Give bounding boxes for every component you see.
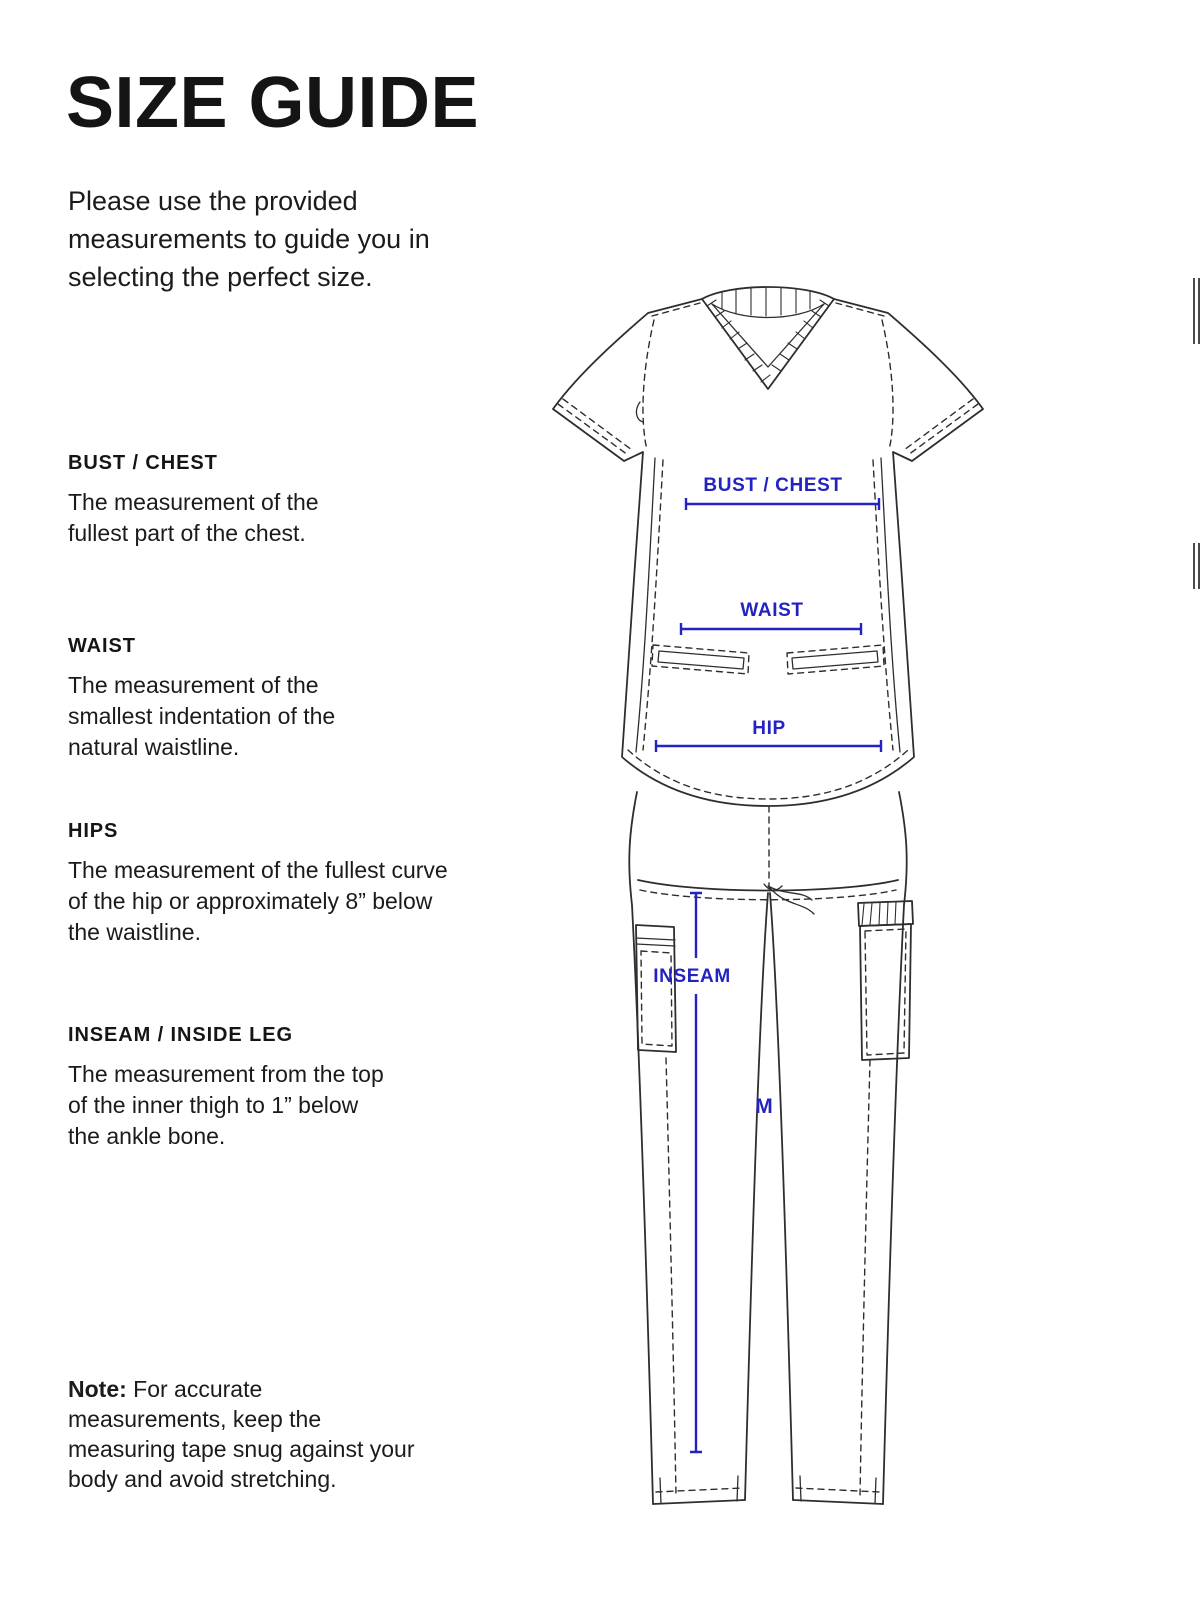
right-cargo-pocket xyxy=(858,901,913,1060)
note-label: Note: xyxy=(68,1376,127,1402)
section-waist xyxy=(68,635,383,763)
section-heading: INSEAM / INSIDE LEG xyxy=(68,1024,293,1046)
cropped-edge-artifact xyxy=(1193,278,1200,344)
note-body: For accurate measurements, keep the measuring tape snug against your body and avoid stretching. xyxy=(68,1376,415,1492)
pants-left-inseam xyxy=(745,893,768,1500)
section-bust-chest xyxy=(68,452,373,549)
section-body: The measurement of the smallest indentation of the natural waistline. xyxy=(68,672,336,760)
page-title: SIZE GUIDE xyxy=(66,63,480,143)
pants-right-inseam xyxy=(770,893,793,1500)
pants-right-outer-seam xyxy=(883,792,907,1504)
hip-label: HIP xyxy=(752,718,786,739)
section-body: The measurement from the top of the inner thigh to 1” below the ankle bone. xyxy=(68,1061,384,1149)
garment-diagram xyxy=(520,270,1080,1570)
section-body: The measurement of the fullest part of the chest. xyxy=(68,489,319,546)
intro-text: Please use the provided measurements to guide you in selecting the perfect size. xyxy=(68,186,430,292)
measurement-note xyxy=(68,1374,416,1494)
section-heading: WAIST xyxy=(68,635,136,657)
section-heading: BUST / CHEST xyxy=(68,452,218,474)
bust-label: BUST / CHEST xyxy=(703,475,843,496)
section-inseam xyxy=(68,1024,390,1152)
inseam-measure xyxy=(653,893,731,1452)
scrub-pants-sketch xyxy=(629,792,913,1504)
pants-left-outer-seam xyxy=(629,792,653,1504)
section-body: The measurement of the fullest curve of the hip or approximately 8” below the waistline. xyxy=(68,857,448,945)
section-hips xyxy=(68,820,448,948)
hem-stitching xyxy=(656,1488,880,1492)
inseam-label: INSEAM xyxy=(653,966,731,987)
waist-label: WAIST xyxy=(740,600,804,621)
section-heading: HIPS xyxy=(68,820,119,842)
size-marker: M xyxy=(755,1095,773,1118)
pants-hems xyxy=(653,1500,883,1504)
cropped-edge-artifact xyxy=(1193,543,1200,589)
left-cargo-pocket xyxy=(636,925,676,1052)
